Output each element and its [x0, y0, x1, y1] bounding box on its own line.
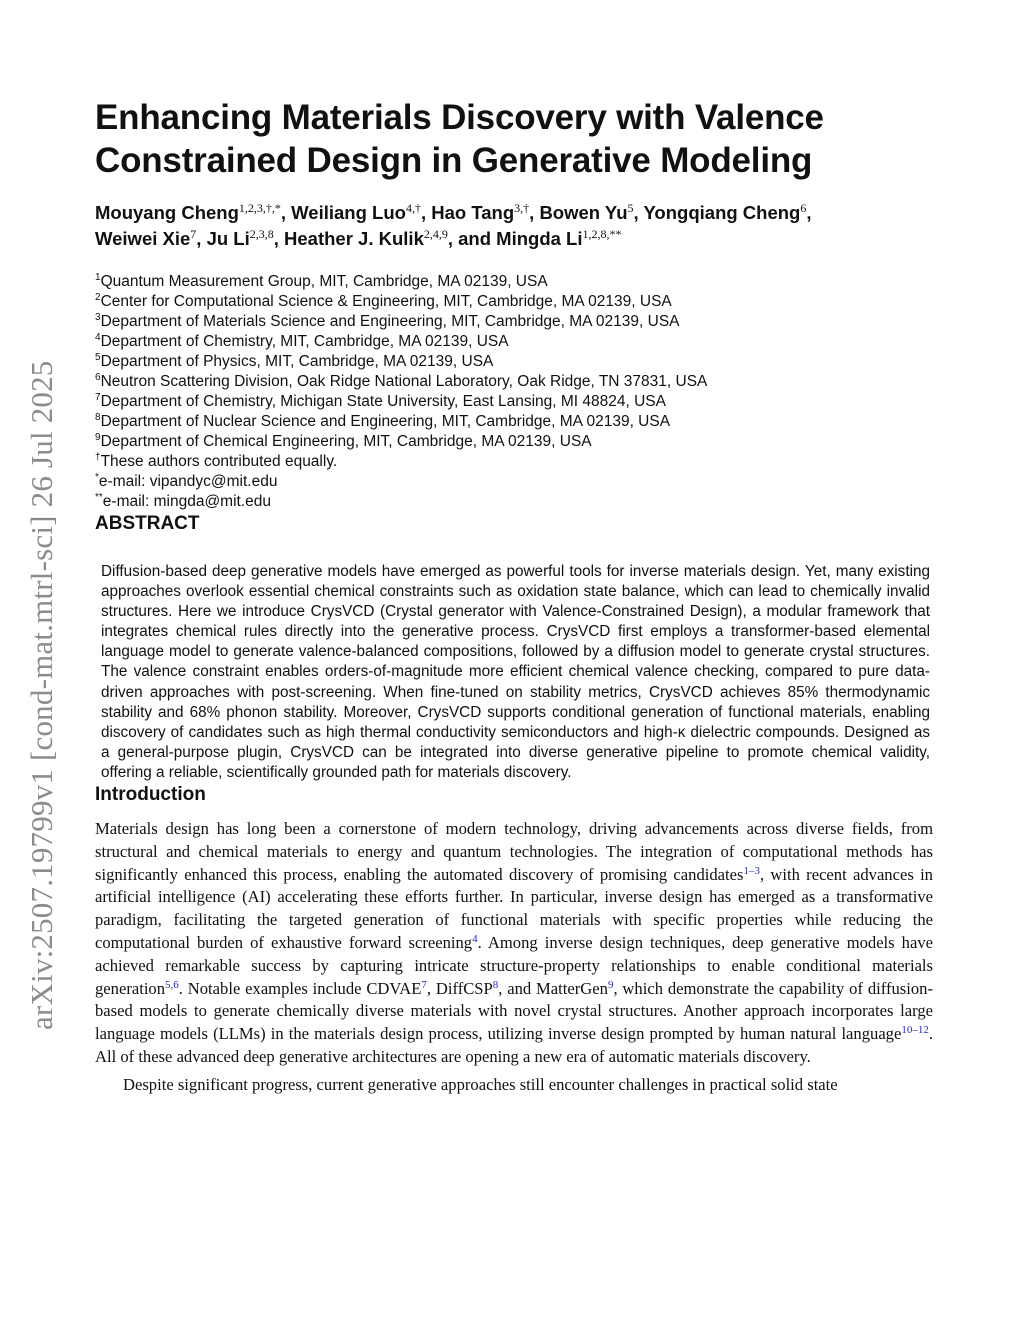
- citation-link[interactable]: 4: [472, 933, 478, 946]
- affiliation: $^5$Department of Physics, MIT, Cambridge, MA 02139, USA: [95, 352, 494, 370]
- author: Mingda $Li^{1,2,8,**}$: [496, 227, 622, 249]
- author: Hao Tang$^{3,\dagger}$,: [431, 201, 540, 223]
- author: Yongqiang Cheng$^6$,: [643, 201, 812, 223]
- author: Ju Li$^{2,3,8}$,: [206, 227, 285, 249]
- citation-link[interactable]: 1–3: [743, 864, 760, 877]
- paper-page: [95, 96, 933, 1097]
- affiliation: $^4$Department of Chemistry, MIT, Cambridge, MA 02139, USA: [95, 332, 509, 350]
- contact-email: *e-mail: vipandyc@mit.edu: [95, 472, 278, 490]
- abstract-body: Diffusion-based deep generative models have emerged as powerful tools for inverse materials design. Yet, many existing approaches overlook essential chemical constraints such as oxidation state balance, which can lead to chemically invalid structures. Here we introduce CrysVCD (Crystal generator with Valence-Constrained Design), a modular framework that integrates chemical rules directly into the generative process. CrysVCD first employs a transformer-based elemental language model to generate valence-balanced compositions, followed by a diffusion model to generate crystal structures. The valence constraint enables orders-of-magnitude more efficient chemical valence checking, compared to pure data-driven approaches with post-screening. When fine-tuned on stability metrics, CrysVCD achieves 85% thermodynamic stability and 68% phonon stability. Moreover, CrysVCD supports conditional generation of functional materials, enabling discovery of candidates such as high thermal conductivity semiconductors and high-κ dielectric compounds. Designed as a general-purpose plugin, CrysVCD can be integrated into diverse generative pipeline to promote chemical validity, offering a reliable, scientifically grounded path for materials discovery.: [101, 563, 930, 781]
- affiliation: $^7$Department of Chemistry, Michigan State University, East Lansing, MI 48824, USA: [95, 392, 666, 410]
- affiliation-list: [95, 272, 933, 512]
- title-line-1: Enhancing Materials Discovery with Valence: [95, 98, 824, 137]
- paper-title: [95, 96, 933, 182]
- author: Heather J. Kulik$^{2,4,9}$, and: [284, 227, 497, 249]
- introduction-paragraph-1: Materials design has long been a cornerstone of modern technology, driving advancements across diverse fields, from structural and chemical materials to energy and quantum technologies. The integration of computational methods has significantly enhanced this process, enabling the automated discovery of promising candidates$^{1-3}$, with recent advances in artificial intelligence (AI) accelerating these efforts further. In particular, inverse design has emerged as a transformative paradigm, facilitating the targeted generation of functional materials with specific properties while reducing the computational burden of exhaustive forward screening$^4$. Among inverse design techniques, deep generative models have achieved remarkable success by capturing intricate structure-property relationships to enable conditional materials generation$^{5,6}$. Notable examples include CDVAE$^7$, DiffCSP$^8$, and MatterGen$^9$, which demonstrate the capability of diffusion-based models to generate chemically diverse materials with novel crystal structures. Another approach incorporates large language models (LLMs) in the materials design process, utilizing inverse design prompted by human natural language$^{10-12}$. All of these advanced deep generative architectures are opening a new era of automatic materials discovery.: [95, 819, 933, 1066]
- citation-link[interactable]: 5,6: [165, 978, 179, 991]
- author: Weiliang Luo$^{4,\dagger}$,: [291, 201, 432, 223]
- author: Mouyang Cheng$^{1,2,3,\dagger,*}$,: [95, 201, 292, 223]
- affiliation: $^3$Department of Materials Science and Engineering, MIT, Cambridge, MA 02139, USA: [95, 312, 680, 330]
- equal-contribution-note: †These authors contributed equally.: [95, 452, 338, 470]
- citation-link[interactable]: 7: [421, 978, 427, 991]
- affiliation: $^2$Center for Computational Science & Engineering, MIT, Cambridge, MA 02139, USA: [95, 292, 672, 310]
- author: Bowen Yu$^5$,: [539, 201, 644, 223]
- arxiv-identifier: arXiv:2507.19799v1 [cond-mat.mtrl-sci] 26 Jul 2025: [24, 360, 59, 1030]
- abstract-heading: ABSTRACT: [95, 513, 200, 534]
- introduction-heading: Introduction: [95, 784, 206, 806]
- affiliation: $^9$Department of Chemical Engineering, MIT, Cambridge, MA 02139, USA: [95, 432, 592, 450]
- citation-link[interactable]: 10–12: [901, 1024, 929, 1037]
- title-line-2: Constrained Design in Generative Modeling: [95, 141, 813, 180]
- affiliation: $^8$Department of Nuclear Science and Engineering, MIT, Cambridge, MA 02139, USA: [95, 412, 671, 430]
- introduction-body: [95, 818, 933, 1097]
- author: Weiwei Xie$^7$,: [95, 227, 207, 249]
- citation-link[interactable]: 9: [607, 978, 614, 991]
- affiliation: $^1$Quantum Measurement Group, MIT, Cambridge, MA 02139, USA: [95, 272, 548, 290]
- introduction-paragraph-2: Despite significant progress, current generative approaches still encounter challenges in practical solid state: [123, 1074, 838, 1094]
- citation-link[interactable]: 8: [492, 978, 499, 991]
- contact-email: **e-mail: mingda@mit.edu: [95, 492, 272, 510]
- author-list: [95, 200, 933, 252]
- affiliation: $^6$Neutron Scattering Division, Oak Ridge National Laboratory, Oak Ridge, TN 37831, USA: [95, 372, 708, 390]
